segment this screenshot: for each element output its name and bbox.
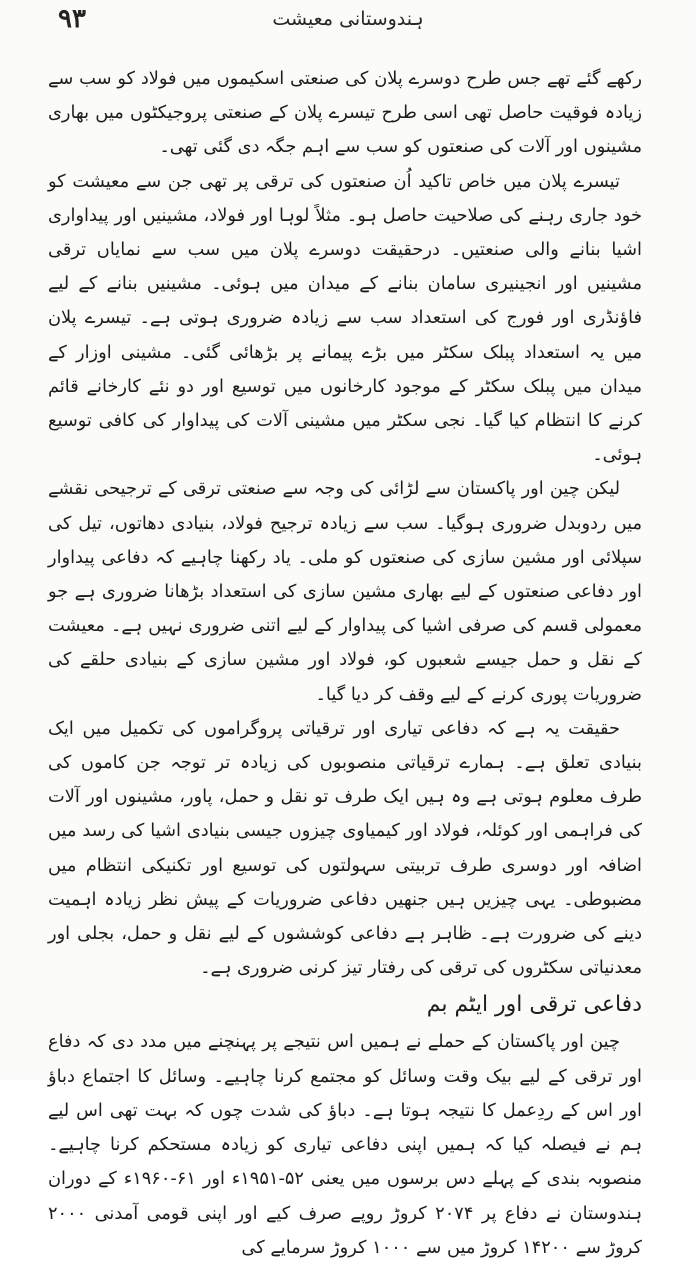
page-body	[48, 62, 642, 1265]
paragraph-continued: رکھے گئے تھے جس طرح دوسرے پلان کی صنعتی اسکیموں میں فولاد کو سب سے زیادہ فوقیت حاصل تھی اسی طرح تیسرے پلان کے صنعتی پروجیکٹوں میں بھاری مشینوں اور آلات کی صنعتوں کو سب سے اہم جگہ دی گئی تھی۔	[48, 68, 642, 158]
paragraph-third-plan: تیسرے پلان میں خاص تاکید اُن صنعتوں کی ترقی پر تھی جن سے معیشت کو خود جاری رہنے کی صلاحیت حاصل ہو۔ مثلاً لوہا اور فولاد، مشینیں اور پیداواری اشیا بنانے والی صنعتیں۔ درحقیقت دوسرے پلان میں سب سے نمایاں ترقی مشینیں اور انجینیری سامان بنانے کے میدان میں ہوئی۔ مشینیں بنانے کے لیے فاؤنڈری اور فورج کی استعداد سب سے زیادہ ضروری ہوتی ہے۔ تیسرے پلان میں یہ استعداد پبلک سکٹر میں بڑے پیمانے پر بڑھائی گئی۔ مشینی اوزار کے میدان میں پبلک سکٹر کے موجود کارخانوں میں توسیع اور دو نئے کارخانے قائم کرنے کا انتظام کیا گیا۔ نجی سکٹر میں مشینی آلات کی پیداوار کی کافی توسیع ہوئی۔	[48, 170, 642, 466]
section-heading: دفاعی ترقی اور ایٹم بم	[426, 992, 642, 1018]
paragraph-china-pakistan: لیکن چین اور پاکستان سے لڑائی کی وجہ سے صنعتی ترقی کے ترجیحی نقشے میں ردوبدل ضروری ہوگیا۔ سب سے زیادہ ترجیح فولاد، بنیادی دھاتوں، تیل کی سپلائی اور مشین سازی کی صنعتوں کو ملی۔ یاد رکھنا چاہیے کہ دفاعی پیداوار اور دفاعی صنعتوں کے لیے بھاری مشین سازی کی استعداد بڑھانا ضروری ہے جو معمولی قسم کی صرفی اشیا کی پیداوار کے لیے اتنی ضروری نہیں ہے۔ معیشت کے نقل و حمل جیسے شعبوں کو، فولاد اور مشین سازی کے بنیادی حلقے کی ضروریات پوری کرنے کے لیے وقف کر دیا گیا۔	[48, 478, 642, 705]
page-number: ٩٣	[58, 4, 86, 34]
paragraph-defence-development: حقیقت یہ ہے کہ دفاعی تیاری اور ترقیاتی پروگراموں کی تکمیل میں ایک بنیادی تعلق ہے۔ ہمارے ترقیاتی منصوبوں کی زیادہ تر توجہ جن کاموں کی طرف معلوم ہوتی ہے وہ ہیں ایک طرف تو نقل و حمل، پاور، مشینوں اور آلات کی فراہمی اور کوئلہ، فولاد اور کیمیاوی چیزوں جیسی بنیادی اشیا کی رسد میں اضافہ اور دوسری طرف تربیتی سہولتوں کی توسیع اور تکنیکی انتظام میں مضبوطی۔ یہی چیزیں ہیں جنھیں دفاعی ضروریات کے پیش نظر زیادہ اہمیت دینے کی ضرورت ہے۔ ظاہر ہے دفاعی کوششوں کے لیے نقل و حمل، بجلی اور معدنیاتی سکٹروں کی ترقی کی رفتار تیز کرنی ضروری ہے۔	[48, 717, 642, 979]
running-head-title: ہندوستانی معیشت	[272, 8, 424, 30]
paragraph-defence-resources: چین اور پاکستان کے حملے نے ہمیں اس نتیجے پر پہنچنے میں مدد دی کہ دفاع اور ترقی کے لیے بیک وقت وسائل کو مجتمع کرنا چاہیے۔ وسائل کا اجتماع دباؤ اور اس کے ردِعمل کا نتیجہ ہوتا ہے۔ دباؤ کی شدت چوں کہ بہت تھی اس لیے ہم نے فیصلہ کیا کہ ہمیں اپنی دفاعی تیاری کو زیادہ مستحکم کرنا چاہیے۔ منصوبہ بندی کے پہلے دس برسوں میں یعنی ۵۲-۱۹۵۱ء اور ۶۱-۱۹۶۰ء کے دوران ہندوستان نے دفاع پر ۲۰۷۴ کروڑ روپے صرف کیے اور اپنی قومی آمدنی ۲۰۰۰ کروڑ سے ۱۴۲۰۰ کروڑ میں سے ۱۰۰۰ کروڑ سرمایے کی	[48, 1031, 643, 1258]
